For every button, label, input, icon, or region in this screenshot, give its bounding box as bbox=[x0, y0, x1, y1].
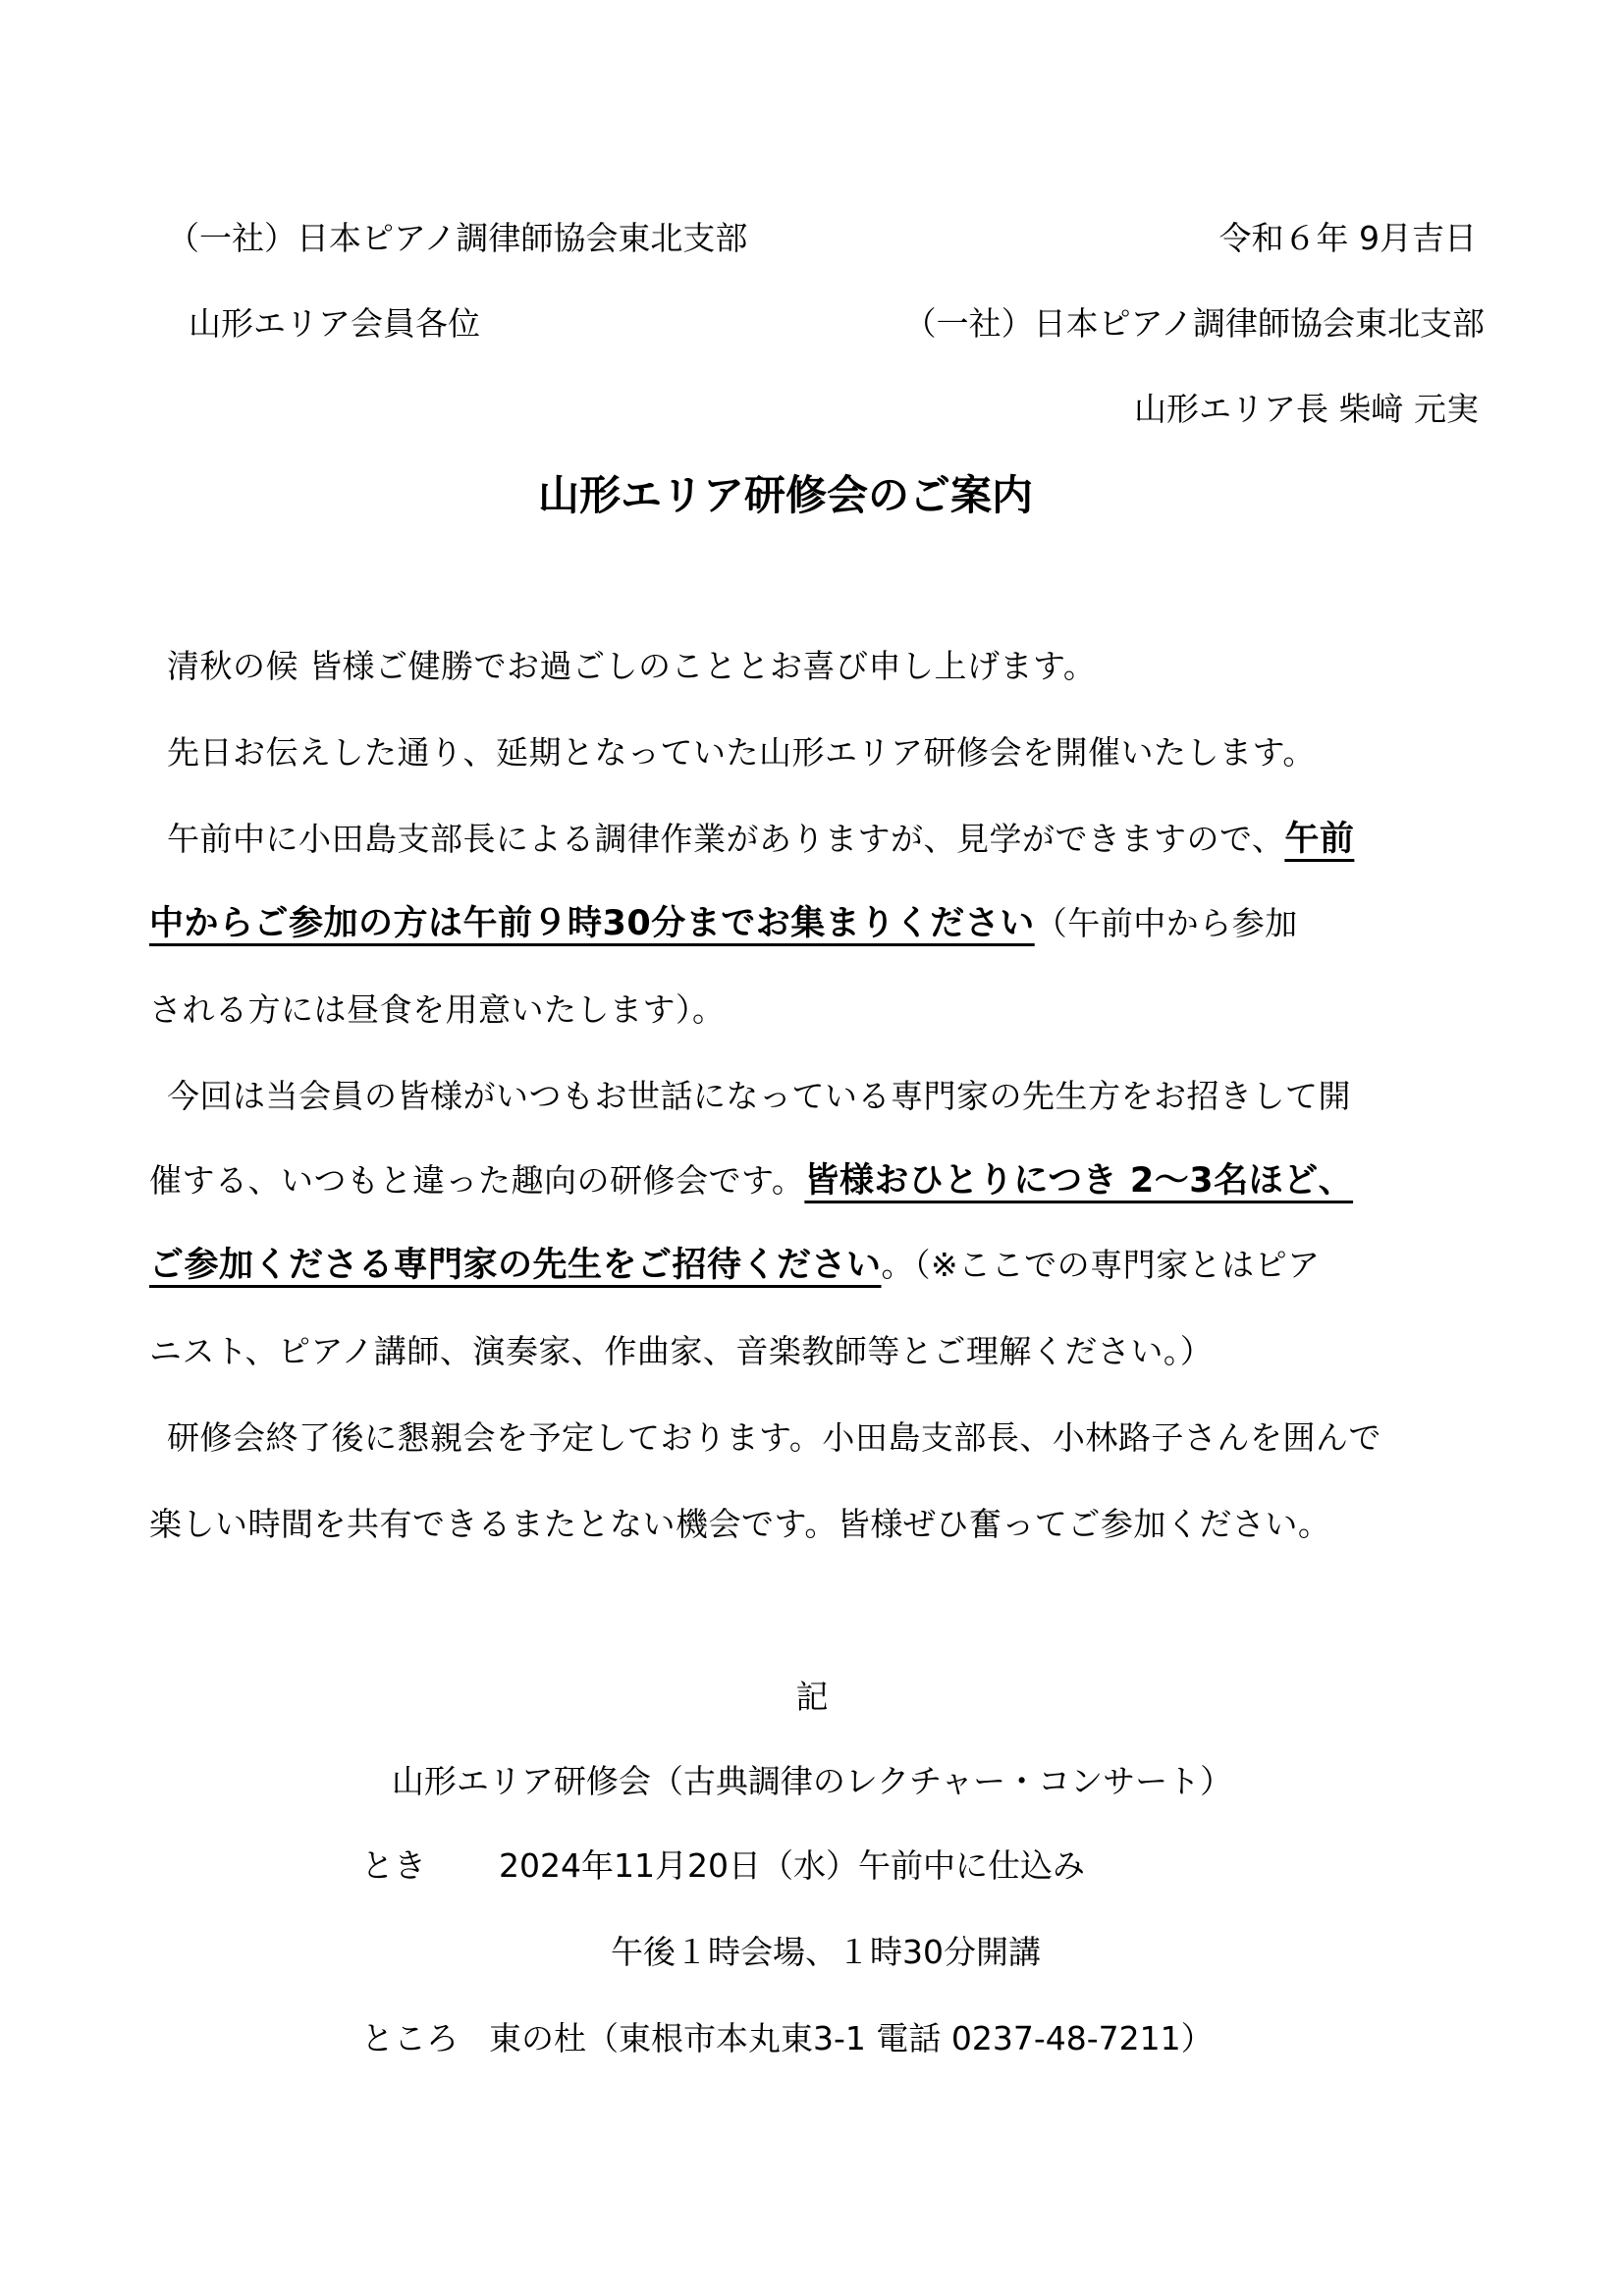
recipient-org: （一社）日本ピアノ調律師協会東北支部 bbox=[167, 219, 748, 257]
where-value: 東の杜（東根市本丸東3-1 電話 0237-48-7211） bbox=[489, 2019, 1214, 2057]
body-text: ニスト、ピアノ講師、演奏家、作曲家、音楽教師等とご理解ください。） bbox=[149, 1332, 1214, 1370]
body-paragraph-4-line-2 bbox=[149, 1161, 1354, 1201]
emphasis-text: 中からご参加の方は午前９時30分までお集まりください bbox=[149, 904, 1035, 943]
body-paragraph-3-line-2 bbox=[149, 904, 1298, 943]
body-text: 研修会終了後に懇親会を予定しております。小田島支部長、小林路子さんを囲んで bbox=[167, 1418, 1381, 1457]
body-text: 清秋の候 皆様ご健勝でお過ごしのこととお喜び申し上げます。 bbox=[167, 647, 1097, 685]
body-text: 催する、いつもと違った趣向の研修会です。 bbox=[149, 1161, 805, 1200]
body-text: （午前中から参加 bbox=[1034, 904, 1298, 942]
letter-date: 令和６年 9月吉日 bbox=[1218, 219, 1477, 257]
when-value-2: 午後１時会場、１時30分開講 bbox=[611, 1933, 1041, 1971]
body-paragraph-3-line-3 bbox=[149, 990, 726, 1029]
where-label: ところ bbox=[361, 2019, 459, 2057]
sender-org: （一社）日本ピアノ調律師協会東北支部 bbox=[903, 304, 1485, 343]
sender-name: 山形エリア長 柴﨑 元実 bbox=[1134, 390, 1479, 428]
body-text: される方には昼食を用意いたします）。 bbox=[149, 990, 726, 1029]
body-paragraph-4-line-1 bbox=[167, 1077, 1351, 1115]
body-paragraph-1 bbox=[167, 647, 1097, 685]
emphasis-text: 午前 bbox=[1284, 820, 1355, 859]
body-paragraph-5-line-2 bbox=[149, 1505, 1331, 1543]
body-paragraph-5-line-1 bbox=[167, 1418, 1381, 1457]
when-value: 2024年11月20日（水）午前中に仕込み bbox=[499, 1846, 1085, 1885]
recipient: 山形エリア会員各位 bbox=[189, 304, 480, 343]
body-paragraph-3-line-1 bbox=[167, 820, 1355, 859]
body-text: 。（※ここでの専門家とはピア bbox=[881, 1246, 1321, 1284]
body-text: 先日お伝えした通り、延期となっていた山形エリア研修会を開催いたします。 bbox=[167, 733, 1316, 772]
body-text: 今回は当会員の皆様がいつもお世話になっている専門家の先生方をお招きして開 bbox=[167, 1077, 1351, 1115]
ki-heading: 記 bbox=[795, 1678, 829, 1716]
body-paragraph-2 bbox=[167, 733, 1316, 772]
body-paragraph-4-line-3 bbox=[149, 1246, 1321, 1285]
when-label: とき bbox=[361, 1846, 426, 1885]
page-title: 山形エリア研修会のご案内 bbox=[538, 471, 1034, 519]
body-paragraph-4-line-4 bbox=[149, 1332, 1214, 1370]
emphasis-text: 皆様おひとりにつき 2〜3名ほど、 bbox=[804, 1161, 1354, 1201]
event-name: 山形エリア研修会（古典調律のレクチャー・コンサート） bbox=[391, 1762, 1233, 1800]
body-text: 楽しい時間を共有できるまたとない機会です。皆様ぜひ奮ってご参加ください。 bbox=[149, 1505, 1331, 1543]
body-text: 午前中に小田島支部長による調律作業がありますが、見学ができますので、 bbox=[167, 820, 1285, 858]
emphasis-text: ご参加くださる専門家の先生をご招待ください bbox=[149, 1246, 882, 1285]
